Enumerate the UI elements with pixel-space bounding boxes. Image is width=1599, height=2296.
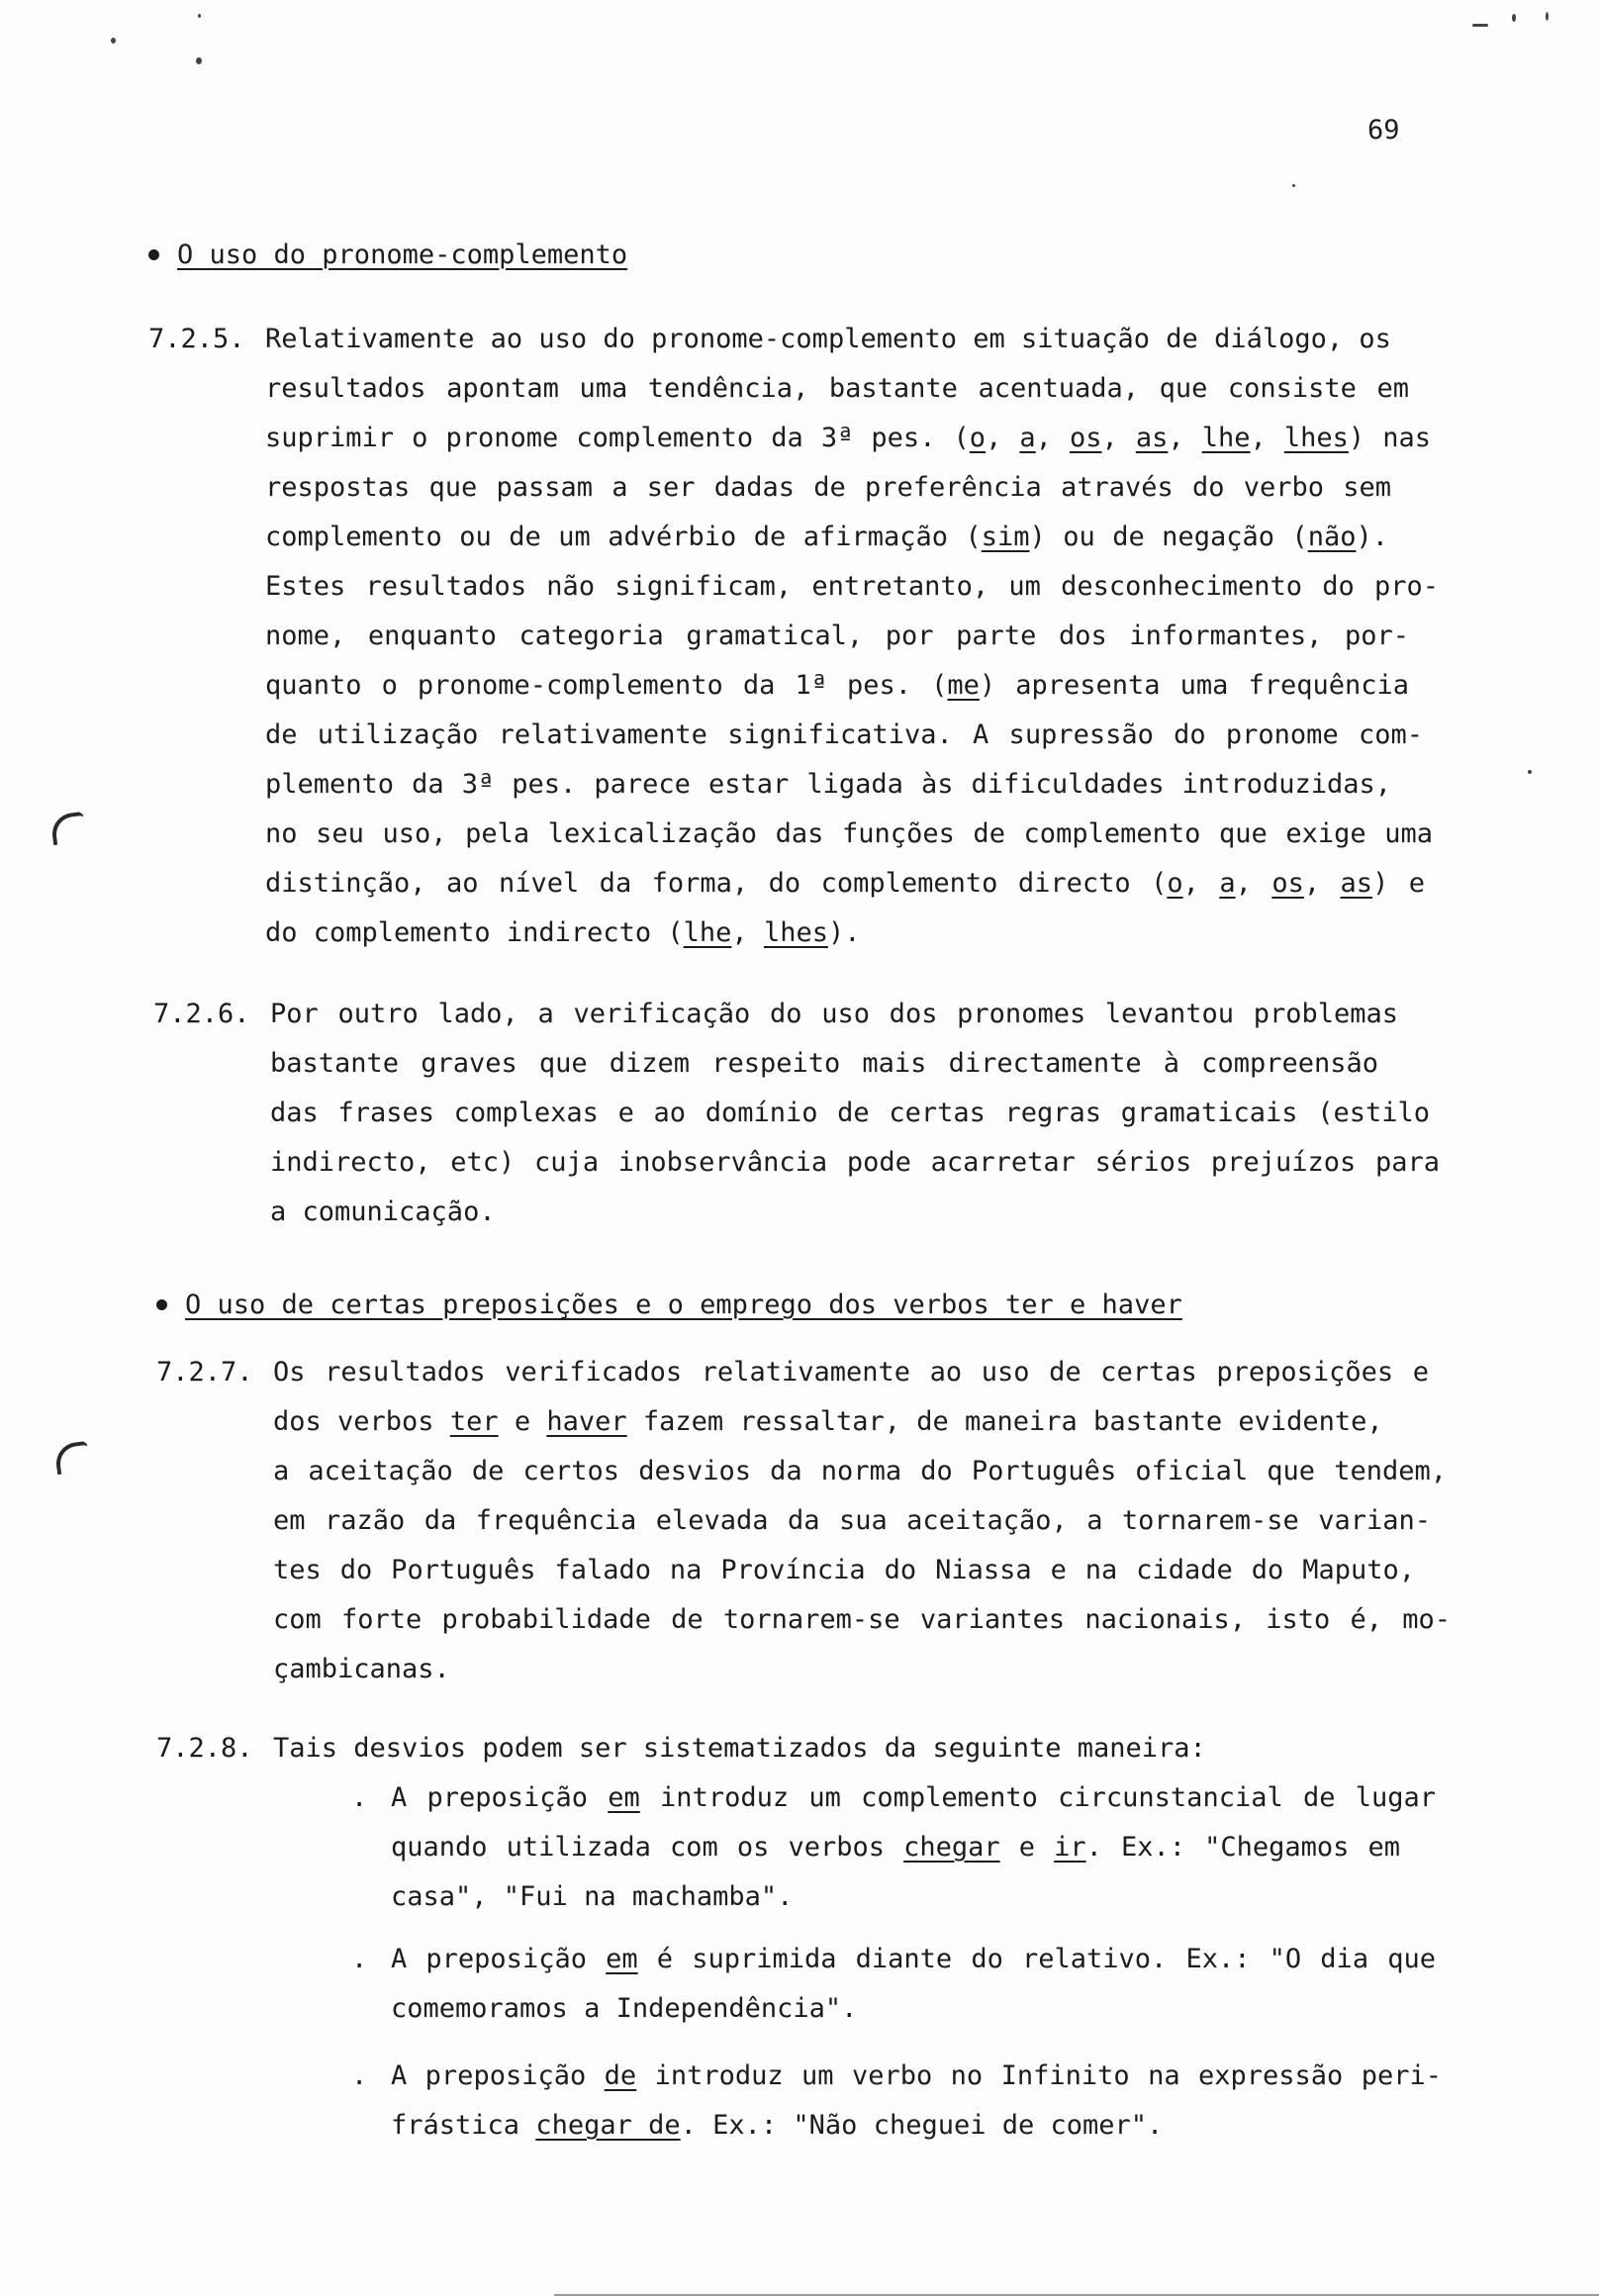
- text-line: quanto o pronome-complemento da 1ª pes. (me) apresenta uma frequência: [265, 670, 1409, 701]
- text-line: çambicanas.: [273, 1654, 450, 1684]
- paragraph-number: 7.2.8.: [156, 1733, 253, 1764]
- text-line: tes do Português falado na Província do Niassa e na cidade do Maputo,: [273, 1555, 1415, 1585]
- item-marker: .: [351, 2060, 368, 2091]
- text-line: suprimir o pronome complemento da 3ª pes. (o, a, os, as, lhe, lhes) nas: [265, 423, 1431, 453]
- page-number: 69: [1367, 115, 1400, 145]
- scan-speck: [1512, 14, 1516, 22]
- text-line: do complemento indirecto (lhe, lhes).: [265, 917, 861, 948]
- paragraph-number: 7.2.7.: [156, 1357, 253, 1387]
- text-line: nome, enquanto categoria gramatical, por parte dos informantes, por-: [265, 621, 1409, 651]
- text-line: indirecto, etc) cuja inobservância pode acarretar sérios prejuízos para: [270, 1147, 1440, 1178]
- text-line: no seu uso, pela lexicalização das funções de complemento que exige uma: [265, 818, 1433, 849]
- text-line: Por outro lado, a verificação do uso dos pronomes levantou problemas: [270, 999, 1398, 1029]
- text-line: Tais desvios podem ser sistematizados da seguinte maneira:: [273, 1733, 1206, 1764]
- section-heading-text: O uso de certas preposições e o emprego dos verbos ter e haver: [185, 1290, 1182, 1320]
- text-line: Estes resultados não significam, entretanto, um desconhecimento do pro-: [265, 571, 1439, 602]
- scan-speck: [1472, 24, 1488, 27]
- scan-speck: [1292, 184, 1295, 187]
- scan-speck: [1528, 770, 1532, 774]
- section-heading-text: O uso do pronome-complemento: [177, 239, 628, 270]
- text-line: Relativamente ao uso do pronome-complemento em situação de diálogo, os: [265, 324, 1391, 354]
- margin-mark: [53, 1441, 91, 1475]
- margin-mark: [49, 812, 87, 845]
- text-line: A preposição de introduz um verbo no Infinito na expressão peri-: [391, 2060, 1442, 2091]
- text-line: quando utilizada com os verbos chegar e ir. Ex.: "Chegamos em: [391, 1832, 1400, 1863]
- bullet-icon: [148, 249, 159, 260]
- text-line: das frases complexas e ao domínio de certas regras gramaticais (estilo: [270, 1098, 1430, 1128]
- text-line: Os resultados verificados relativamente ao uso de certas preposições e: [273, 1357, 1429, 1387]
- text-line: a comunicação.: [270, 1196, 496, 1227]
- text-line: em razão da frequência elevada da sua aceitação, a tornarem-se varian-: [273, 1505, 1431, 1536]
- scan-speck: [111, 38, 116, 44]
- text-line: plemento da 3ª pes. parece estar ligada às dificuldades introduzidas,: [265, 769, 1391, 800]
- scan-speck: [196, 57, 202, 64]
- text-line: complemento ou de um advérbio de afirmação (sim) ou de negação (não).: [265, 522, 1388, 552]
- text-line: respostas que passam a ser dadas de preferência através do verbo sem: [265, 472, 1391, 503]
- scan-speck: [198, 14, 201, 18]
- paragraph-number: 7.2.5.: [148, 324, 245, 354]
- text-line: com forte probabilidade de tornarem-se variantes nacionais, isto é, mo-: [273, 1604, 1451, 1635]
- item-marker: .: [351, 1944, 368, 1974]
- text-line: distinção, ao nível da forma, do complemento directo (o, a, os, as) e: [265, 868, 1426, 899]
- text-line: frástica chegar de. Ex.: "Não cheguei de comer".: [391, 2110, 1164, 2141]
- text-line: resultados apontam uma tendência, bastante acentuada, que consiste em: [265, 373, 1409, 404]
- section-heading-pronome: [148, 239, 627, 270]
- bullet-icon: [156, 1299, 167, 1310]
- text-line: casa", "Fui na machamba".: [391, 1881, 794, 1912]
- item-marker: .: [351, 1782, 368, 1813]
- paragraph-number: 7.2.6.: [153, 999, 250, 1029]
- text-line: a aceitação de certos desvios da norma do Português oficial que tendem,: [273, 1456, 1447, 1486]
- text-line: bastante graves que dizem respeito mais directamente à compreensão: [270, 1048, 1378, 1079]
- text-line: comemoramos a Independência".: [391, 1993, 858, 2024]
- text-line: A preposição em é suprimida diante do relativo. Ex.: "O dia que: [391, 1944, 1436, 1974]
- section-heading-preposicoes: [156, 1290, 1182, 1320]
- text-line: A preposição em introduz um complemento circunstancial de lugar: [391, 1782, 1436, 1813]
- scan-speck: [1546, 12, 1549, 21]
- text-line: de utilização relativamente significativa. A supressão do pronome com-: [265, 719, 1423, 750]
- text-line: dos verbos ter e haver fazem ressaltar, de maneira bastante evidente,: [273, 1406, 1383, 1437]
